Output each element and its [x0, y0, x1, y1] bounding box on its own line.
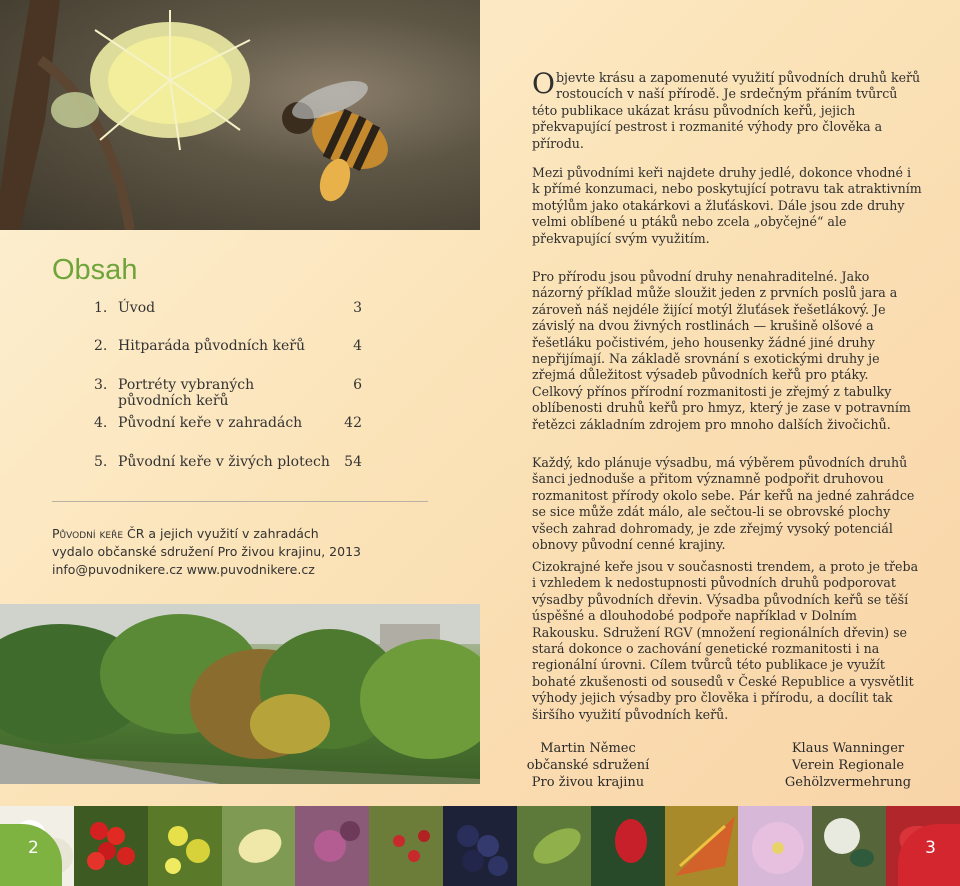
pink-rose-icon: [738, 806, 812, 886]
toc-item-label: Hitparáda původních keřů: [118, 338, 305, 354]
photo-tile-autumn-leaf: [665, 806, 739, 886]
signature-org: občanské sdružení: [526, 758, 650, 773]
photo-tile-red-berries: [74, 806, 148, 886]
paragraph-4: Cizokrajné keře jsou v současnosti trendem, a proto je třeba i vzhledem k nedostupnosti původních druhů podporovat výsadby původních dřevin. Výsadba původních keřů se těší úspěšné a dlouhodobé podpoře například v Dolním Rakousku. Sdružení RGV (množení regionálních dřevin) se stará dokonce o zachování genetické rozmanitosti i na regionální úrovni. Cílem tvůrců této publikace je využít bohaté zkušenosti od sousedů v České Republice a vysvětlit výhody jejich výsadby pro člověka i přírodu, a docílit tak širšího využití původních keřů.: [532, 559, 919, 722]
toc-item-page: 4: [353, 338, 362, 354]
toc-item-gardens[interactable]: [94, 415, 362, 431]
photo-tile-red-buds: [591, 806, 665, 886]
photo-tile-dark-berries: [443, 806, 517, 886]
red-berries-icon: [74, 806, 148, 886]
imprint-title-caps: Původní keře: [52, 526, 124, 541]
toc-item-number: 3.: [94, 377, 108, 393]
toc-item-number: 5.: [94, 454, 108, 470]
photo-strip: [0, 806, 960, 886]
photo-tile-yellow-flowers: [148, 806, 222, 886]
signature-org: Gehölzvermehrung: [784, 775, 912, 790]
toc-item-hedges[interactable]: [94, 454, 362, 470]
toc-item-page: 42: [344, 415, 362, 431]
toc-item-number: 4.: [94, 415, 108, 431]
autumn-leaf-icon: [665, 806, 739, 886]
butterfly-icon: [222, 806, 296, 886]
beetle-icon: [812, 806, 886, 886]
paragraph-3: Každý, kdo plánuje výsadbu, má výběrem původních druhů šanci jednoduše a přitom významně podpořit druhovou rozmanitost přírody okolo sebe. Pár keřů na jedné zahrádce se sice může zdát málo, ale sečtou-li se obrovské plochy všech zahrad dohromady, je zde zřejmý vysoký potenciál obnovy původní cenné krajiny.: [532, 455, 915, 553]
toc-item-label: Portréty vybraných původních keřů: [118, 377, 255, 409]
toc-item-page: 54: [344, 454, 362, 470]
photo-tile-hips: [369, 806, 443, 886]
toc-item-label: Úvod: [118, 300, 156, 316]
photo-tile-green-leaves: [517, 806, 591, 886]
imprint-publisher: vydalo občanské sdružení Pro živou krajinu, 2013: [52, 544, 361, 559]
imprint-title-rest: ČR a jejich využití v zahradách: [123, 526, 319, 541]
bee-photo-illustration: [0, 0, 480, 230]
signature-right: [768, 740, 928, 791]
signature-name: Klaus Wanninger: [791, 741, 905, 756]
purple-flowers-icon: [295, 806, 369, 886]
photo-hedge: [0, 604, 480, 784]
toc-item-label: Původní keře v zahradách: [118, 415, 303, 431]
intro-paragraph: [532, 67, 922, 152]
signature-name: Martin Němec: [540, 741, 636, 756]
toc-item-hitparade[interactable]: [94, 338, 362, 354]
hedge-photo-illustration: [0, 604, 480, 784]
green-leaf-icon: [517, 806, 591, 886]
paragraph-2: Pro přírodu jsou původní druhy nenahraditelné. Jako názorný příklad může sloužit jeden z prvních poslů jara a zároveň náš nejdéle žijící motýl žluťásek řešetlákový. Je závislý na dvou živných rostlinách — krušině olšové a řešetláku počistivém, jeho housenky žádné jiné druhy nepřijímají. Na základě srovnání s exotickými druhy je zřejmá důležitost výsadeb původních keřů pro ptáky. Celkový přínos přírodní rozmanitosti je zřejmý z tabulky oblíbenosti druhů keřů pro hmyz, který je zase v potravním řetězci základním zdrojem pro mnoho dalších živočichů.: [532, 269, 911, 432]
dark-berries-icon: [443, 806, 517, 886]
photo-tile-beetle: [812, 806, 886, 886]
signature-left: [508, 740, 668, 791]
toc-item-number: 2.: [94, 338, 108, 354]
imprint: [52, 525, 472, 579]
toc-item-page: 6: [353, 377, 362, 393]
yellow-flowers-icon: [148, 806, 222, 886]
toc-item-page: 3: [353, 300, 362, 316]
page-number-left: 2: [28, 838, 39, 858]
imprint-contact[interactable]: info@puvodnikere.cz www.puvodnikere.cz: [52, 562, 315, 577]
red-bud-icon: [591, 806, 665, 886]
intro-text: bjevte krásu a zapomenuté využití původních druhů keřů rostoucích v naší přírodě. Je srdečným přáním tvůrců této publikace ukázat krásu původních keřů, jejich překvapující pestrost i rozmanité výhody pro člověka a přírodu.: [532, 70, 921, 151]
toc-title: Obsah: [52, 254, 138, 286]
toc-item-label: Původní keře v živých plotech: [118, 454, 330, 470]
signature-org: Pro živou krajinu: [531, 775, 645, 790]
paragraph-1: Mezi původními keři najdete druhy jedlé, dokonce vhodné i k přímé konzumaci, nebo poskytující potravu tak atraktivním motýlům jako otakárkovi a žluťáskovi. Dále jsou zde druhy velmi oblíbené u ptáků nebo zcela „obyčejné“ ale překvapující svým využitím.: [532, 165, 922, 246]
drop-cap: O: [532, 67, 555, 100]
red-hips-icon: [369, 806, 443, 886]
photo-tile-purple-flowers: [295, 806, 369, 886]
imprint-title: [52, 525, 472, 543]
page-number-right: 3: [925, 838, 936, 858]
photo-bee-catkins: [0, 0, 480, 230]
photo-tile-butterfly: [222, 806, 296, 886]
toc-item-portraits[interactable]: [94, 377, 362, 409]
signature-org: Verein Regionale: [791, 758, 905, 773]
divider: [52, 501, 428, 502]
toc-item-number: 1.: [94, 300, 108, 316]
photo-tile-pink-rose: [738, 806, 812, 886]
toc-item-intro[interactable]: [94, 300, 362, 316]
